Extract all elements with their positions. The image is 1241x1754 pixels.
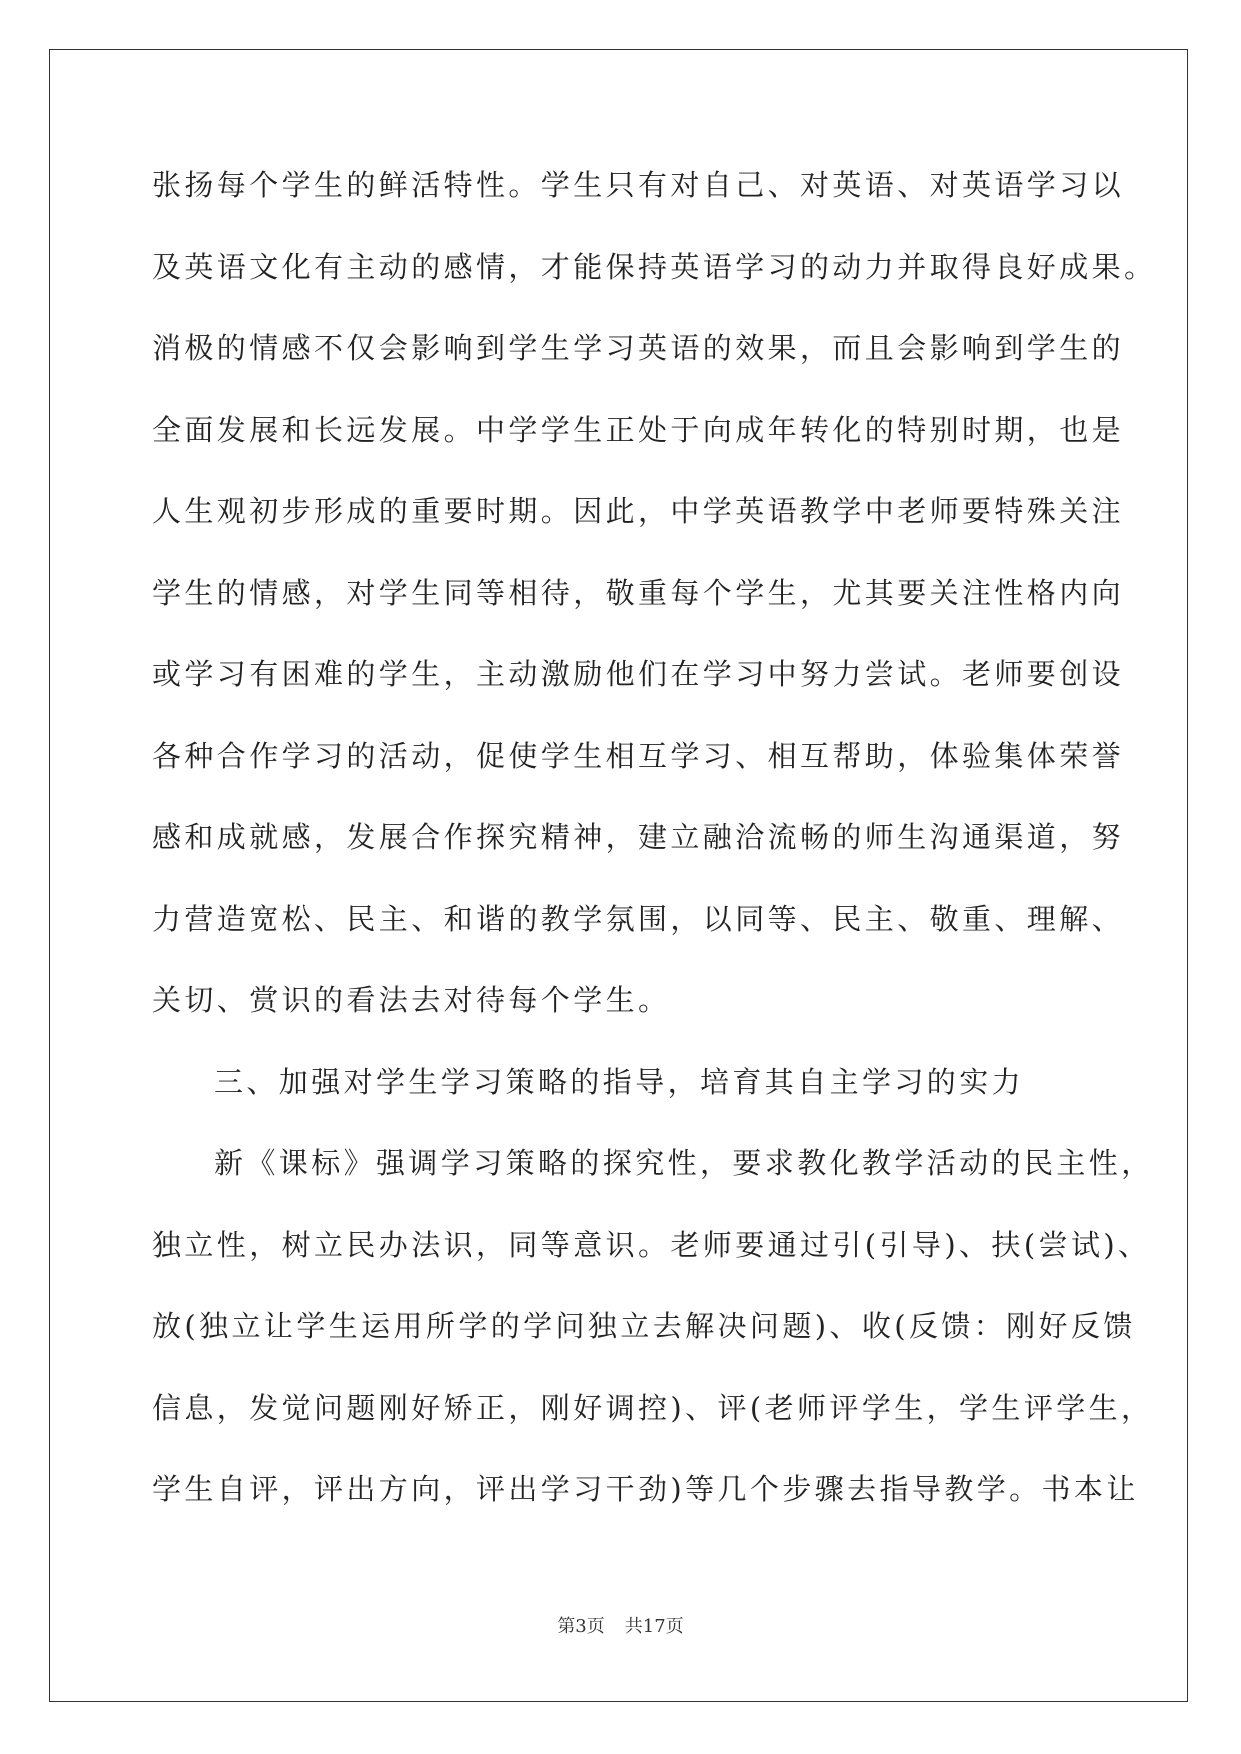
body-line: 学生的情感，对学生同等相待，敬重每个学生，尤其要关注性格内向 — [152, 575, 1125, 610]
body-line: 人生观初步形成的重要时期。因此，中学英语教学中老师要特殊关注 — [152, 494, 1125, 528]
page-number-total: 共17页 — [624, 1616, 684, 1637]
body-line: 张扬每个学生的鲜活特性。学生只有对自己、对英语、对英语学习以 — [152, 168, 1125, 202]
body-line: 全面发展和长远发展。中学学生正处于向成年转化的特别时期，也是 — [152, 412, 1125, 447]
body-line: 各种合作学习的活动，促使学生相互学习、相互帮助，体验集体荣誉 — [152, 738, 1125, 773]
document-body — [152, 160, 1157, 1546]
body-line: 信息，发觉问题刚好矫正，刚好调控)、评(老师评学生，学生评学生， — [152, 1390, 1154, 1425]
body-line: 独立性，树立民办法识，同等意识。老师要通过引(引导)、扶(尝试)、 — [152, 1227, 1151, 1262]
body-line: 力营造宽松、民主、和谐的教学氛围，以同等、民主、敬重、理解、 — [152, 901, 1125, 936]
page-number-current: 第3页 — [557, 1616, 605, 1637]
body-line: 学生自评，评出方向，评出学习干劲)等几个步骤去指导教学。书本让 — [152, 1472, 1139, 1506]
body-line: 消极的情感不仅会影响到学生学习英语的效果，而且会影响到学生的 — [152, 331, 1125, 365]
body-line: 感和成就感，发展合作探究精神，建立融洽流畅的师生沟通渠道，努 — [152, 820, 1125, 854]
body-line: 及英语文化有主动的感情，才能保持英语学习的动力并取得良好成果。 — [152, 249, 1157, 284]
paragraph-start-line: 新《课标》强调学习策略的探究性，要求教化教学活动的民主性， — [214, 1146, 1154, 1180]
body-line: 放(独立让学生运用所学的学问独立去解决问题)、收(反馈：刚好反馈 — [152, 1309, 1136, 1343]
body-line: 或学习有困难的学生，主动激励他们在学习中努力尝试。老师要创设 — [152, 657, 1125, 691]
page-footer — [0, 1612, 1241, 1638]
section-heading: 三、加强对学生学习策略的指导，培育其自主学习的实力 — [214, 1064, 1025, 1099]
body-line: 关切、赏识的看法去对待每个学生。 — [152, 983, 671, 1017]
